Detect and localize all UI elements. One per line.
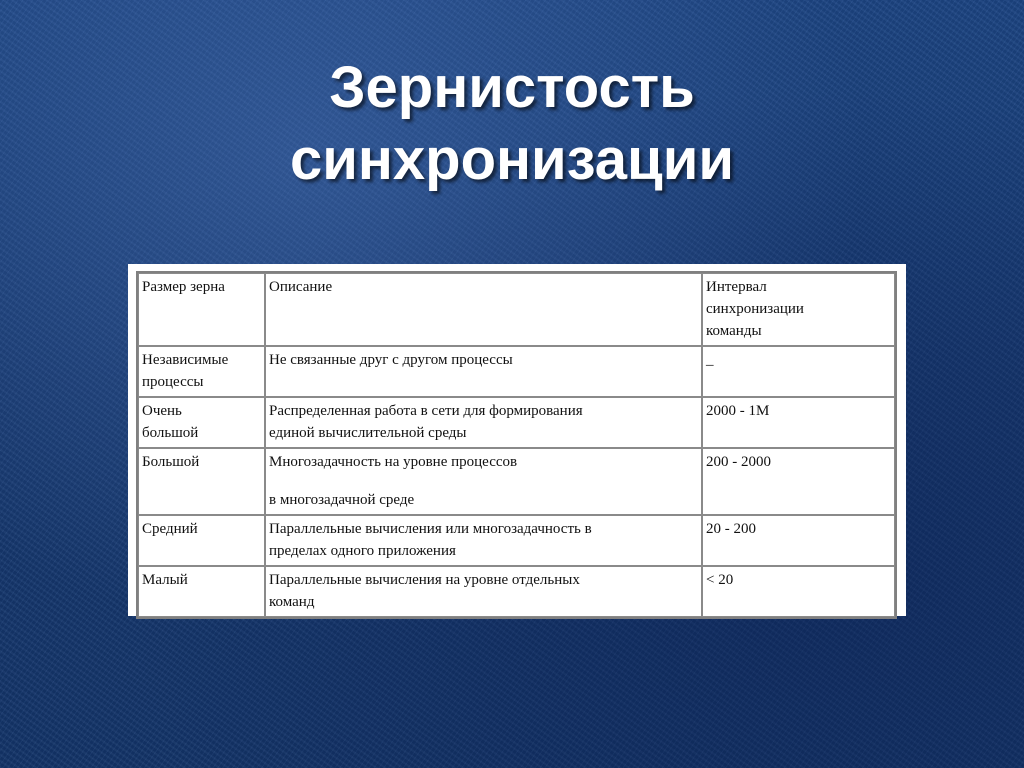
- slide-title: [0, 52, 1024, 196]
- header-cell-description: [265, 273, 702, 346]
- table-row: [138, 566, 895, 617]
- description-text-line-1: Распределенная работа в сети для формирования: [269, 403, 583, 419]
- description-text-line-2: в многозадачной среде: [269, 492, 415, 508]
- size-text-line-1: Средний: [142, 521, 198, 537]
- size-cell: [138, 346, 265, 397]
- size-cell: [138, 448, 265, 515]
- table-row: [138, 448, 895, 515]
- description-text-line-2: команд: [269, 594, 315, 610]
- interval-text: 200 - 2000: [706, 454, 771, 470]
- header-interval-line-3: команды: [706, 323, 762, 339]
- description-cell: [265, 397, 702, 448]
- table-row: [138, 397, 895, 448]
- description-cell: [265, 346, 702, 397]
- size-text-line-1: Очень: [142, 403, 182, 419]
- size-cell: [138, 566, 265, 617]
- header-description-label: Описание: [269, 279, 333, 295]
- description-text-line-1: Не связанные друг с другом процессы: [269, 352, 513, 368]
- header-interval-line-2: синхронизации: [706, 301, 804, 317]
- interval-text: < 20: [706, 572, 734, 588]
- interval-text: 2000 - 1M: [706, 403, 770, 419]
- interval-cell: [702, 515, 895, 566]
- header-cell-interval: [702, 273, 895, 346]
- interval-text: _: [706, 352, 714, 368]
- size-text-line-1: Малый: [142, 572, 188, 588]
- size-cell: [138, 397, 265, 448]
- table-row: [138, 515, 895, 566]
- description-text-line-2: пределах одного приложения: [269, 543, 456, 559]
- interval-cell: [702, 397, 895, 448]
- description-text-line-1: Многозадачность на уровне процессов: [269, 454, 518, 470]
- interval-cell: [702, 448, 895, 515]
- interval-text: 20 - 200: [706, 521, 756, 537]
- size-text-line-2: процессы: [142, 374, 204, 390]
- size-text-line-1: Независимые: [142, 352, 229, 368]
- table-panel: [128, 264, 906, 616]
- description-cell: [265, 515, 702, 566]
- description-cell: [265, 448, 702, 515]
- table-header-row: [138, 273, 895, 346]
- header-interval-line-1: Интервал: [706, 279, 767, 295]
- table-row: [138, 346, 895, 397]
- grain-size-table: [136, 271, 897, 619]
- header-size-label: Размер зерна: [142, 279, 225, 295]
- size-cell: [138, 515, 265, 566]
- interval-cell: [702, 566, 895, 617]
- description-cell: [265, 566, 702, 617]
- slide-title-line-2: синхронизации: [289, 127, 735, 192]
- size-text-line-2: большой: [142, 425, 199, 441]
- description-text-line-2: единой вычислительной среды: [269, 425, 467, 441]
- description-text-line-1: Параллельные вычисления или многозадачность в: [269, 521, 592, 537]
- description-text-line-1: Параллельные вычисления на уровне отдельных: [269, 572, 580, 588]
- interval-cell: [702, 346, 895, 397]
- slide-title-line-1: Зернистость: [329, 55, 695, 120]
- size-text-line-1: Большой: [142, 454, 200, 470]
- header-cell-size: [138, 273, 265, 346]
